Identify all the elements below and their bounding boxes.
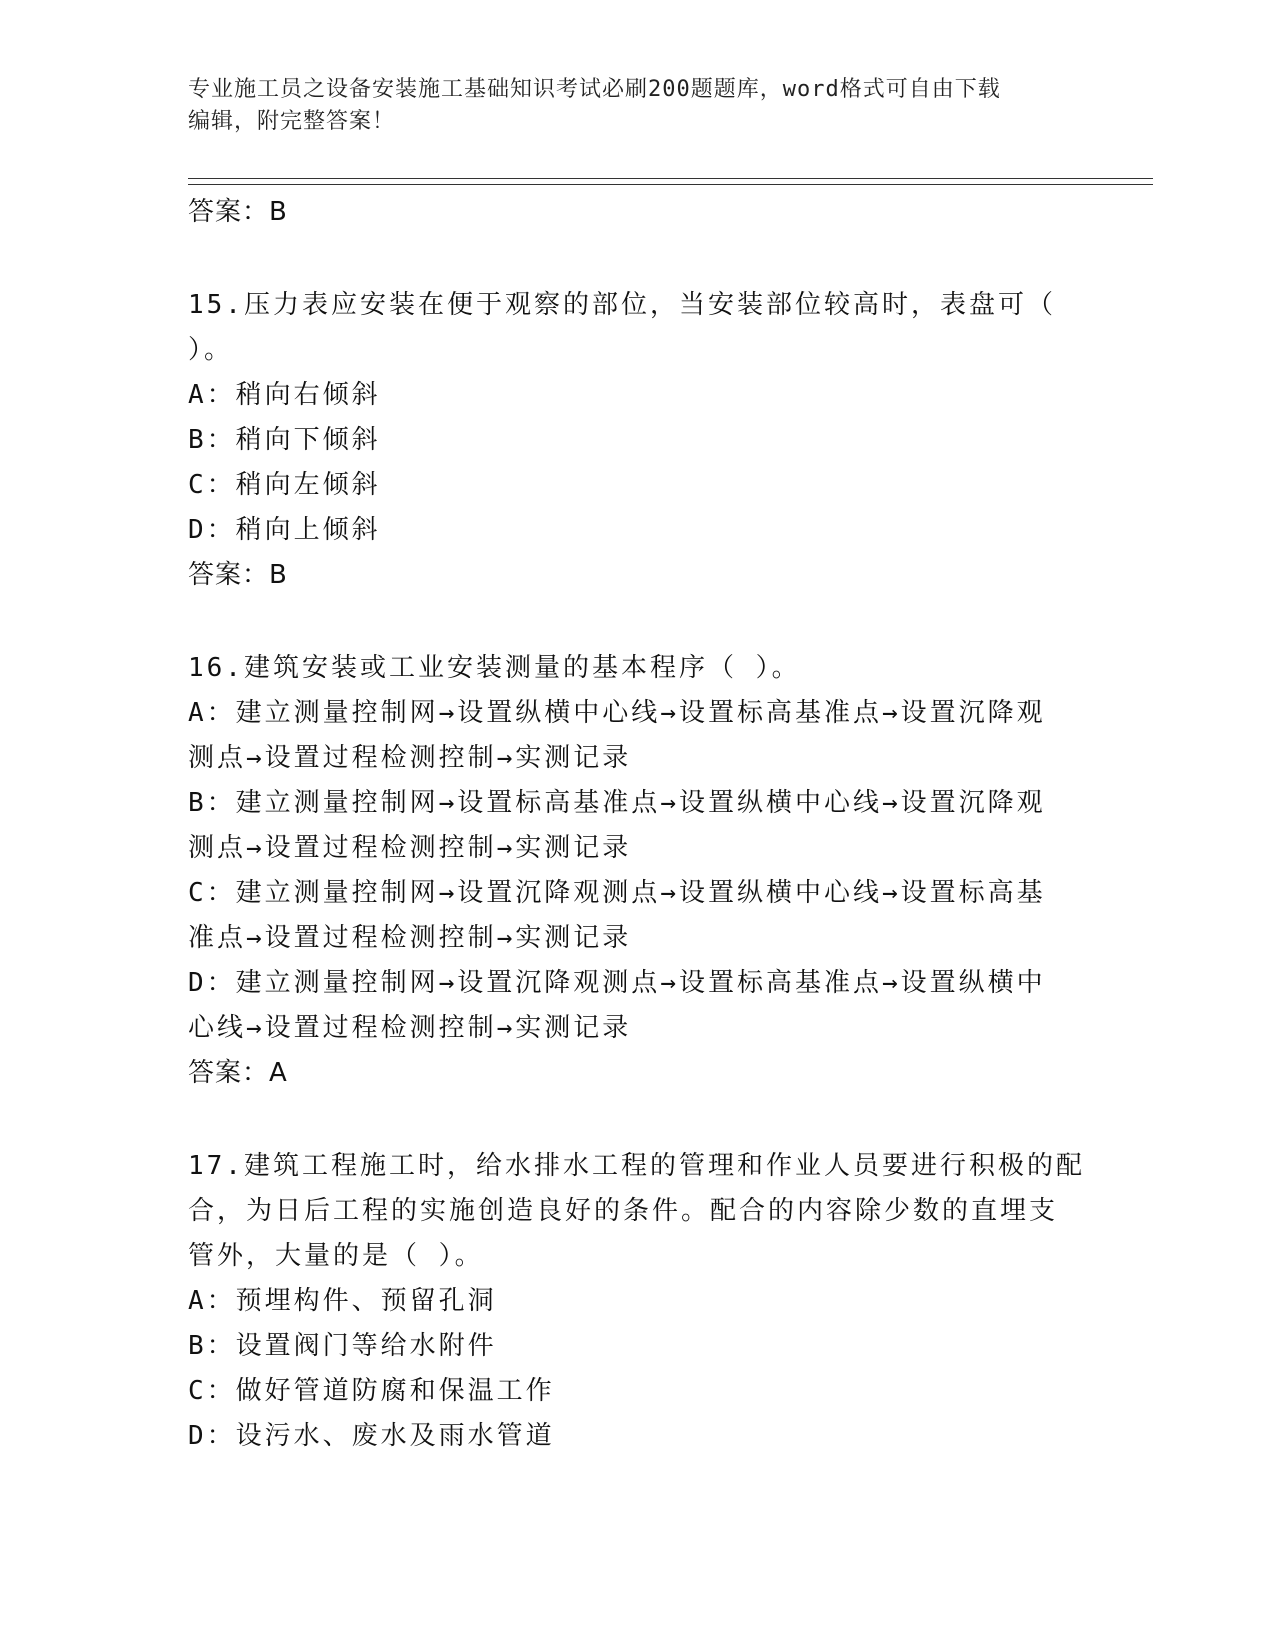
answer-line: 答案：A	[188, 1058, 288, 1088]
option-a: A：预埋构件、预留孔洞	[188, 1286, 497, 1316]
option-c: C：做好管道防腐和保温工作	[188, 1376, 555, 1406]
question-stem: 15.压力表应安装在便于观察的部位，当安装部位较高时，表盘可（	[188, 290, 1056, 320]
option-b: B：建立测量控制网→设置标高基准点→设置纵横中心线→设置沉降观	[188, 788, 1046, 818]
question-stem: ）。	[188, 335, 234, 365]
question-stem: 管外，大量的是（ ）。	[188, 1241, 484, 1271]
question-stem: 16.建筑安装或工业安装测量的基本程序（ ）。	[188, 653, 801, 683]
answer-line: 答案：B	[188, 560, 288, 590]
option-d: D：设污水、废水及雨水管道	[188, 1421, 555, 1451]
option-b: B：稍向下倾斜	[188, 425, 381, 455]
option-b: B：设置阀门等给水附件	[188, 1331, 497, 1361]
option-a: A：稍向右倾斜	[188, 380, 381, 410]
header-line-1: 专业施工员之设备安装施工基础知识考试必刷200题题库，word格式可自由下载	[188, 77, 1001, 102]
page-header	[188, 74, 1088, 138]
document-body	[188, 190, 1088, 1459]
option-a: A：建立测量控制网→设置纵横中心线→设置标高基准点→设置沉降观	[188, 698, 1046, 728]
option-c: C：建立测量控制网→设置沉降观测点→设置纵横中心线→设置标高基	[188, 878, 1046, 908]
option-a-cont: 测点→设置过程检测控制→实测记录	[188, 743, 632, 773]
question-15	[188, 283, 1088, 598]
header-line-2: 编辑，附完整答案！	[188, 109, 396, 134]
option-d-cont: 心线→设置过程检测控制→实测记录	[188, 1013, 632, 1043]
option-d: D：建立测量控制网→设置沉降观测点→设置标高基准点→设置纵横中	[188, 968, 1046, 998]
question-16	[188, 646, 1088, 1096]
option-b-cont: 测点→设置过程检测控制→实测记录	[188, 833, 632, 863]
option-c-cont: 准点→设置过程检测控制→实测记录	[188, 923, 632, 953]
question-17	[188, 1144, 1088, 1459]
question-stem: 17.建筑工程施工时，给水排水工程的管理和作业人员要进行积极的配	[188, 1151, 1085, 1181]
answer-line: 答案：B	[188, 197, 288, 227]
option-d: D：稍向上倾斜	[188, 515, 381, 545]
question-stem: 合，为日后工程的实施创造良好的条件。配合的内容除少数的直埋支	[188, 1196, 1059, 1226]
header-divider	[188, 178, 1153, 185]
option-c: C：稍向左倾斜	[188, 470, 381, 500]
